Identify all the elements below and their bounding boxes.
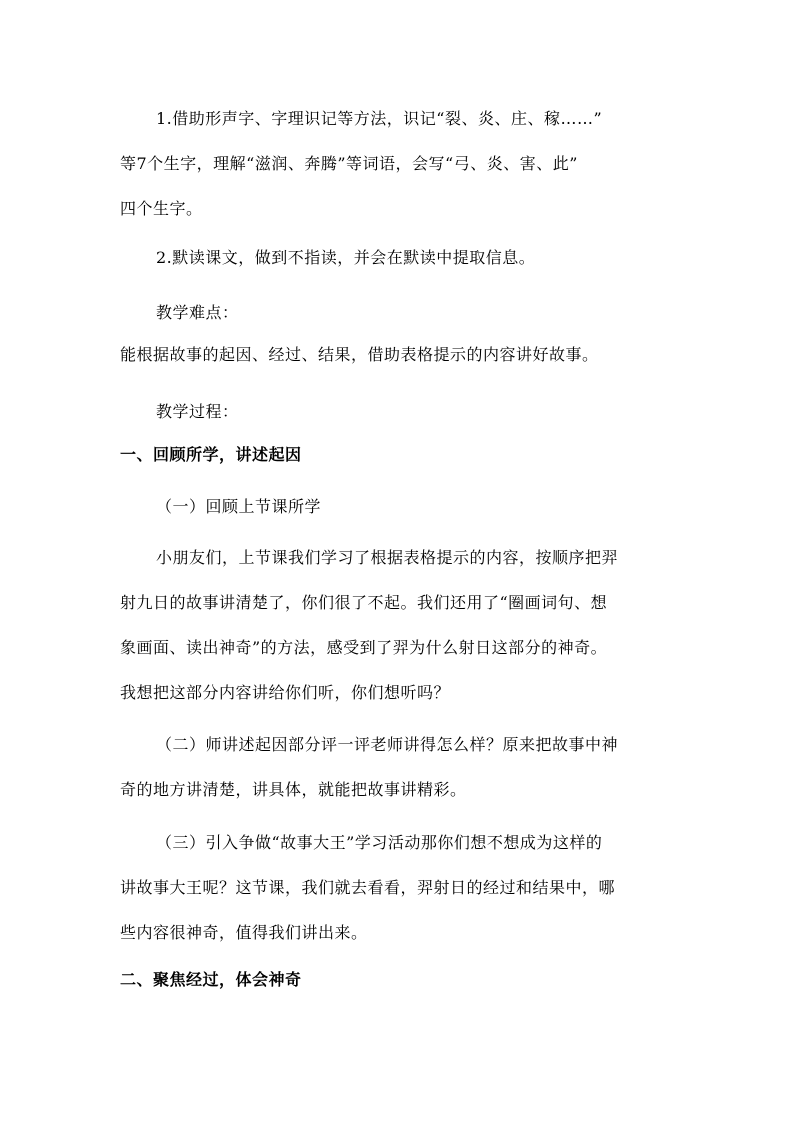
section-1-sub-1-title: （一）回顾上节课所学: [156, 497, 322, 516]
objective-1-line-3: 四个生字。: [120, 199, 203, 218]
section-2-heading: 二、聚焦经过，体会神奇: [120, 970, 302, 989]
section-1-sub-2-line-2: 奇的地方讲清楚，讲具体，就能把故事讲精彩。: [120, 780, 467, 799]
section-1-heading: 一、回顾所学，讲述起因: [120, 445, 302, 464]
section-1-para-1-line-1: 小朋友们，上节课我们学习了根据表格提示的内容，按顺序把羿: [156, 548, 619, 567]
objective-1-line-1: 1.借助形声字、字理识记等方法，识记“裂、炎、庄、稼……”: [156, 109, 603, 128]
section-1-sub-3-line-2: 讲故事大王呢？这节课，我们就去看看，羿射日的经过和结果中，哪: [120, 878, 616, 897]
process-label: 教学过程：: [156, 402, 239, 421]
objective-2: 2.默读课文，做到不指读，并会在默读中提取信息。: [156, 248, 536, 267]
difficulty-text: 能根据故事的起因、经过、结果，借助表格提示的内容讲好故事。: [120, 345, 599, 364]
section-1-para-1-line-2: 射九日的故事讲清楚了，你们很了不起。我们还用了“圈画词句、想: [120, 593, 608, 612]
section-1-para-1-line-3: 象画面、读出神奇”的方法，感受到了羿为什么射日这部分的神奇。: [120, 638, 608, 657]
section-1-sub-3-line-1: （三）引入争做“故事大王”学习活动那你们想不想成为这样的: [156, 833, 603, 852]
objective-1-line-2: 等7个生字，理解“滋润、奔腾”等词语，会写“弓、炎、害、此”: [120, 154, 578, 173]
difficulty-label: 教学难点：: [156, 303, 239, 322]
section-1-sub-2-line-1: （二）师讲述起因部分评一评老师讲得怎么样？原来把故事中神: [156, 735, 619, 754]
section-1-para-1-line-4: 我想把这部分内容讲给你们听，你们想听吗？: [120, 683, 451, 702]
section-1-sub-3-line-3: 些内容很神奇，值得我们讲出来。: [120, 923, 368, 942]
